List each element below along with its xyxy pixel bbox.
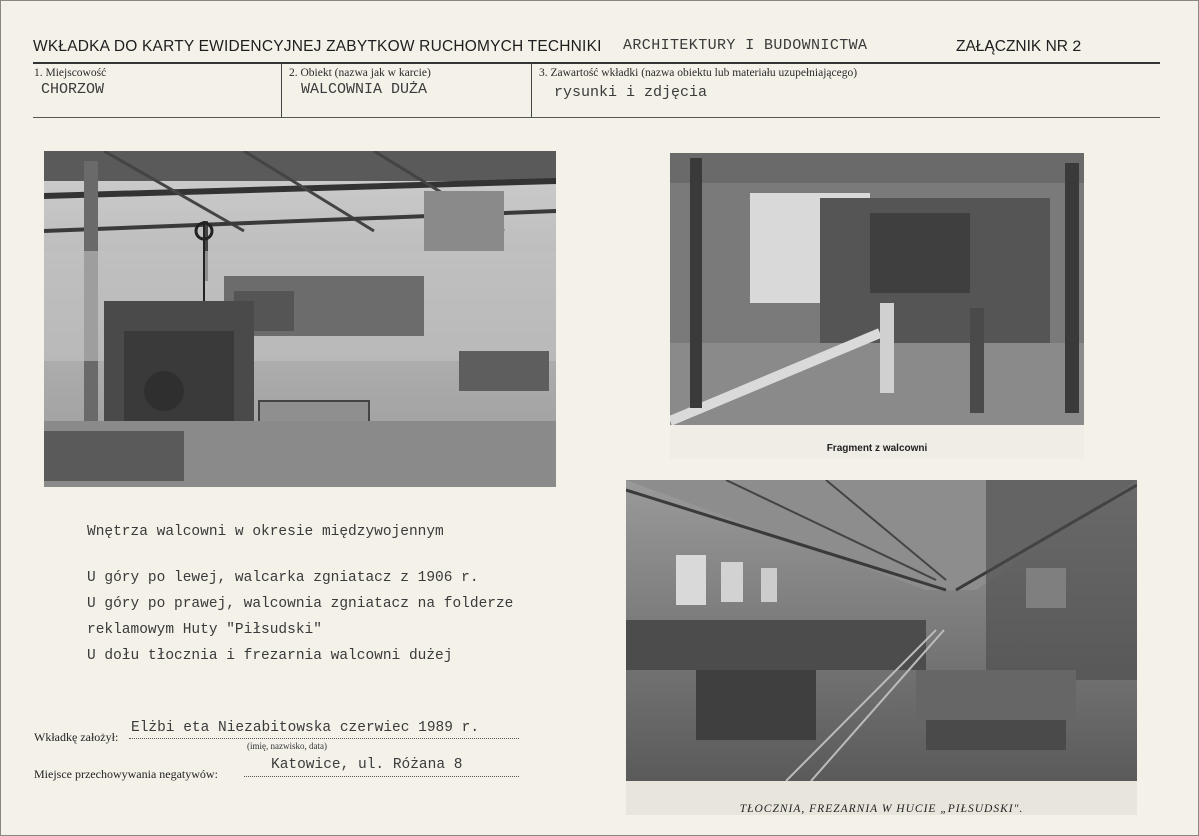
attachment-label-text: ZAŁĄCZNIK NR xyxy=(956,38,1068,55)
attachment-number: 2 xyxy=(1071,38,1082,56)
rolling-mill-photo xyxy=(44,151,556,487)
founded-label: Wkładkę założył: xyxy=(34,730,119,744)
card-title: WKŁADKA DO KARTY EWIDENCYJNEJ ZABYTKOW RUCHOMYCH TECHNIKI xyxy=(33,38,602,55)
description-line-2: U góry po prawej, walcownia zgniatacz na folderze xyxy=(87,596,514,612)
storage-label: Miejsce przechowywania negatywów: xyxy=(34,767,218,781)
founded-dotted-line xyxy=(129,738,519,739)
fields-bottom-rule xyxy=(33,117,1160,118)
attachment-label xyxy=(956,38,1082,56)
description-line-1: U góry po lewej, walcarka zgniatacz z 1906 r. xyxy=(87,570,479,586)
founded-hint: (imię, nazwisko, data) xyxy=(247,741,327,751)
rolling-mill-fragment-image xyxy=(670,153,1084,425)
fragment-caption: Fragment z walcowni xyxy=(826,443,928,454)
object-value: WALCOWNIA DUŻA xyxy=(301,81,428,98)
shop-caption: TŁOCZNIA, FREZARNIA W HUCIE „PIŁSUDSKI". xyxy=(739,803,1024,815)
field-divider-2 xyxy=(531,63,532,117)
locality-value: CHORZOW xyxy=(41,81,105,98)
description-heading: Wnętrza walcowni w okresie międzywojennym xyxy=(87,524,444,540)
typed-category: ARCHITEKTURY I BUDOWNICTWA xyxy=(623,37,868,54)
description-line-3: reklamowym Huty "Piłsudski" xyxy=(87,622,322,638)
rolling-mill-fragment-photo xyxy=(670,153,1084,425)
header-rule xyxy=(33,62,1160,64)
rolling-mill-photo-image xyxy=(44,151,556,487)
founded-value: Elżbi eta Niezabitowska czerwiec 1989 r. xyxy=(131,720,480,736)
press-and-milling-shop-image xyxy=(626,480,1137,781)
storage-dotted-line xyxy=(244,776,519,777)
object-label: 2. Obiekt (nazwa jak w karcie) xyxy=(289,67,431,79)
locality-label: 1. Miejscowość xyxy=(34,67,107,79)
press-and-milling-shop-photo xyxy=(626,480,1137,781)
storage-value: Katowice, ul. Różana 8 xyxy=(271,757,463,773)
description-line-4: U dołu tłocznia i frezarnia walcowni dużej xyxy=(87,648,453,664)
field-divider-1 xyxy=(281,63,282,117)
contents-label: 3. Zawartość wkładki (nazwa obiektu lub materiału uzupełniającego) xyxy=(539,67,858,79)
contents-value: rysunki i zdjęcia xyxy=(554,84,708,101)
